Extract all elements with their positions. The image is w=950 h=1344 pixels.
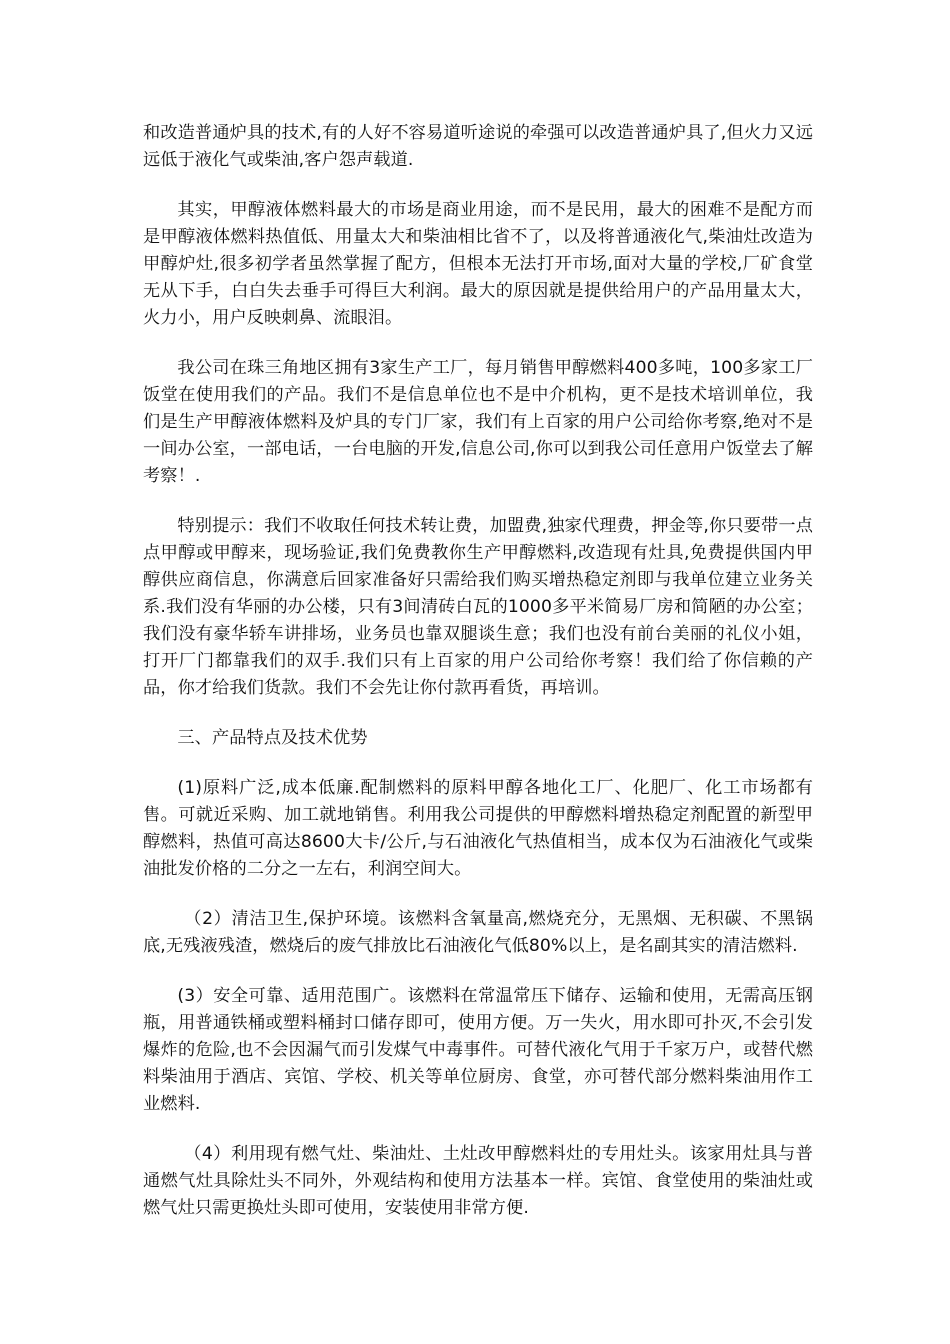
document-body (143, 120, 813, 1245)
paragraph-market: 其实，甲醇液体燃料最大的市场是商业用途，而不是民用，最大的困难不是配方而是甲醇液体燃料热值低、用量太大和柴油相比省不了，以及将普通液化气,柴油灶改造为甲醇炉灶,很多初学者虽然掌握了配方，但根本无法打开市场,面对大量的学校,厂矿食堂无从下手，白白失去垂手可得巨大利润。最大的原因就是提供给用户的产品用量太大，火力小，用户反映刺鼻、流眼泪。 (143, 200, 813, 328)
paragraph-feature-1: (1)原料广泛,成本低廉.配制燃料的原料甲醇各地化工厂、化肥厂、化工市场都有售。可就近采购、加工就地销售。利用我公司提供的甲醇燃料增热稳定剂配置的新型甲醇燃料，热值可高达8600大卡/公斤,与石油液化气热值相当，成本仅为石油液化气或柴油批发价格的二分之一左右，利润空间大。 (143, 778, 813, 879)
section-heading-product-features: 三、产品特点及技术优势 (177, 728, 368, 748)
paragraph-feature-4: （4）利用现有燃气灶、柴油灶、土灶改甲醇燃料灶的专用灶头。该家用灶具与普通燃气灶具除灶头不同外，外观结构和使用方法基本一样。宾馆、食堂使用的柴油灶或燃气灶只需更换灶头即可使用，安装使用非常方便. (143, 1144, 813, 1218)
paragraph-feature-2: （2）清洁卫生,保护环境。该燃料含氧量高,燃烧充分，无黑烟、无积碳、不黑锅底,无残液残渣，燃烧后的废气排放比石油液化气低80%以上，是名副其实的清洁燃料. (143, 909, 813, 956)
paragraph-special-notice: 特别提示：我们不收取任何技术转让费，加盟费,独家代理费，押金等,你只要带一点点甲醇或甲醇来，现场验证,我们免费教你生产甲醇燃料,改造现有灶具,免费提供国内甲醇供应商信息，你满意后回家准备好只需给我们购买增热稳定剂即与我单位建立业务关系.我们没有华丽的办公楼，只有3间清砖白瓦的1000多平米简易厂房和简陋的办公室；我们没有豪华轿车讲排场，业务员也靠双腿谈生意；我们也没有前台美丽的礼仪小姐，打开厂门都靠我们的双手.我们只有上百家的用户公司给你考察！我们给了你信赖的产品，你才给我们货款。我们不会先让你付款再看货，再培训。 (143, 516, 813, 698)
paragraph-company-intro: 我公司在珠三角地区拥有3家生产工厂，每月销售甲醇燃料400多吨，100多家工厂饭堂在使用我们的产品。我们不是信息单位也不是中介机构，更不是技术培训单位，我们是生产甲醇液体燃料及炉具的专门厂家，我们有上百家的用户公司给你考察,绝对不是一间办公室，一部电话，一台电脑的开发,信息公司,你可以到我公司任意用户饭堂去了解考察！. (143, 358, 813, 486)
paragraph-feature-3: (3）安全可靠、适用范围广。该燃料在常温常压下储存、运输和使用，无需高压钢瓶，用普通铁桶或塑料桶封口储存即可，使用方便。万一失火，用水即可扑灭,不会引发爆炸的危险,也不会因漏气而引发煤气中毒事件。可替代液化气用于千家万户，或替代燃料柴油用于酒店、宾馆、学校、机关等单位厨房、食堂，亦可替代部分燃料柴油用作工业燃料. (143, 986, 813, 1114)
paragraph-continuation: 和改造普通炉具的技术,有的人好不容易道听途说的牵强可以改造普通炉具了,但火力又远远低于液化气或柴油,客户怨声载道. (143, 123, 813, 170)
